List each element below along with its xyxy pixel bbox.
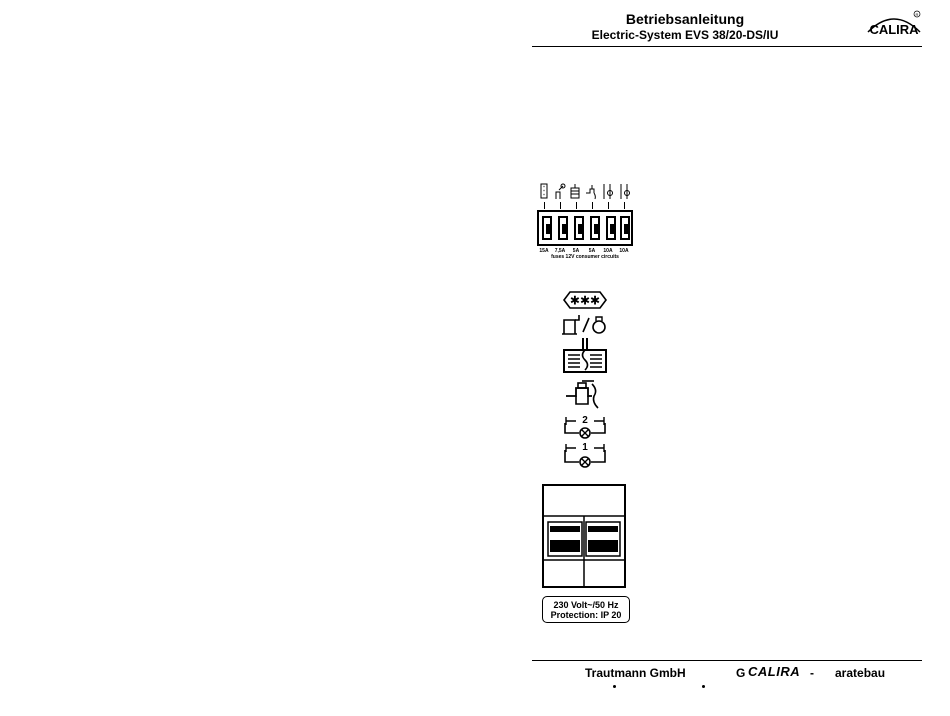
svg-text:*: * bbox=[543, 185, 545, 190]
water-heater-icon bbox=[562, 338, 608, 374]
light-circuit-1-icon bbox=[618, 183, 630, 200]
fuse-lead bbox=[544, 202, 545, 209]
svg-text:CALIRA: CALIRA bbox=[869, 22, 919, 37]
svg-text:R: R bbox=[915, 12, 919, 17]
fuse-rating: 10A bbox=[603, 248, 613, 254]
fuse-rating: 5A bbox=[572, 248, 580, 254]
fuse-rating: 7,5A bbox=[554, 248, 566, 254]
fuse-slot bbox=[542, 216, 552, 240]
fridge-stars-label: ✱✱✱ bbox=[569, 293, 601, 308]
fuse-lead bbox=[576, 202, 577, 209]
mains-circuit-breaker bbox=[542, 484, 626, 588]
footer-prefix: G bbox=[736, 666, 746, 680]
fuse-rating: 15A bbox=[539, 248, 549, 254]
fuse-slot bbox=[620, 216, 630, 240]
fuse-lead bbox=[624, 202, 625, 209]
fuse-lead bbox=[592, 202, 593, 209]
footer-dot bbox=[613, 685, 616, 688]
fuse-slot bbox=[606, 216, 616, 240]
water-pump-icon bbox=[585, 183, 597, 200]
fuse-slot bbox=[574, 216, 584, 240]
calira-logo bbox=[866, 10, 922, 38]
light-circuit-2-icon bbox=[562, 413, 608, 439]
footer-dot bbox=[702, 685, 705, 688]
document-subtitle: Electric-System EVS 38/20-DS/IU bbox=[591, 28, 779, 42]
footer-brand: CALIRA bbox=[748, 664, 801, 679]
fuse-rating: 5A bbox=[588, 248, 596, 254]
fuse-rating: 10A bbox=[619, 248, 629, 254]
svg-text:*: * bbox=[543, 193, 545, 198]
footer-suffix: aratebau bbox=[835, 666, 886, 680]
footer-company: Trautmann GmbH bbox=[585, 666, 686, 680]
breaker-drawing bbox=[544, 486, 624, 586]
fuse-slot bbox=[590, 216, 600, 240]
water-tap-pump-icon bbox=[564, 380, 608, 410]
fuse-lead bbox=[560, 202, 561, 209]
light-circuit-1-icon bbox=[562, 440, 608, 468]
document-title: Betriebsanleitung bbox=[625, 11, 745, 27]
light-circuit-2-icon bbox=[601, 183, 613, 200]
fuse-holder bbox=[537, 210, 633, 246]
light-circuit-1-number: 1 bbox=[582, 442, 588, 453]
footer-rule bbox=[532, 660, 922, 661]
fuse-slot bbox=[558, 216, 568, 240]
pump-and-lamp-icon bbox=[561, 312, 611, 336]
fuse-panel bbox=[535, 178, 635, 260]
fridge-icon bbox=[562, 290, 608, 310]
protection-text: Protection: IP 20 bbox=[550, 610, 622, 620]
electrical-rating-label bbox=[542, 596, 630, 623]
heater-icon bbox=[569, 183, 581, 200]
header-rule bbox=[532, 46, 922, 47]
footer-dash: - bbox=[810, 666, 814, 680]
voltage-text: 230 Volt~/50 Hz bbox=[553, 600, 619, 610]
light-circuit-2-number: 2 bbox=[582, 415, 588, 426]
fridge-icon bbox=[538, 183, 550, 200]
pump-light-icon bbox=[554, 183, 566, 200]
svg-text:*: * bbox=[543, 189, 545, 194]
fuse-lead bbox=[608, 202, 609, 209]
fuse-caption: fuses 12V consumer circuits bbox=[551, 254, 619, 260]
